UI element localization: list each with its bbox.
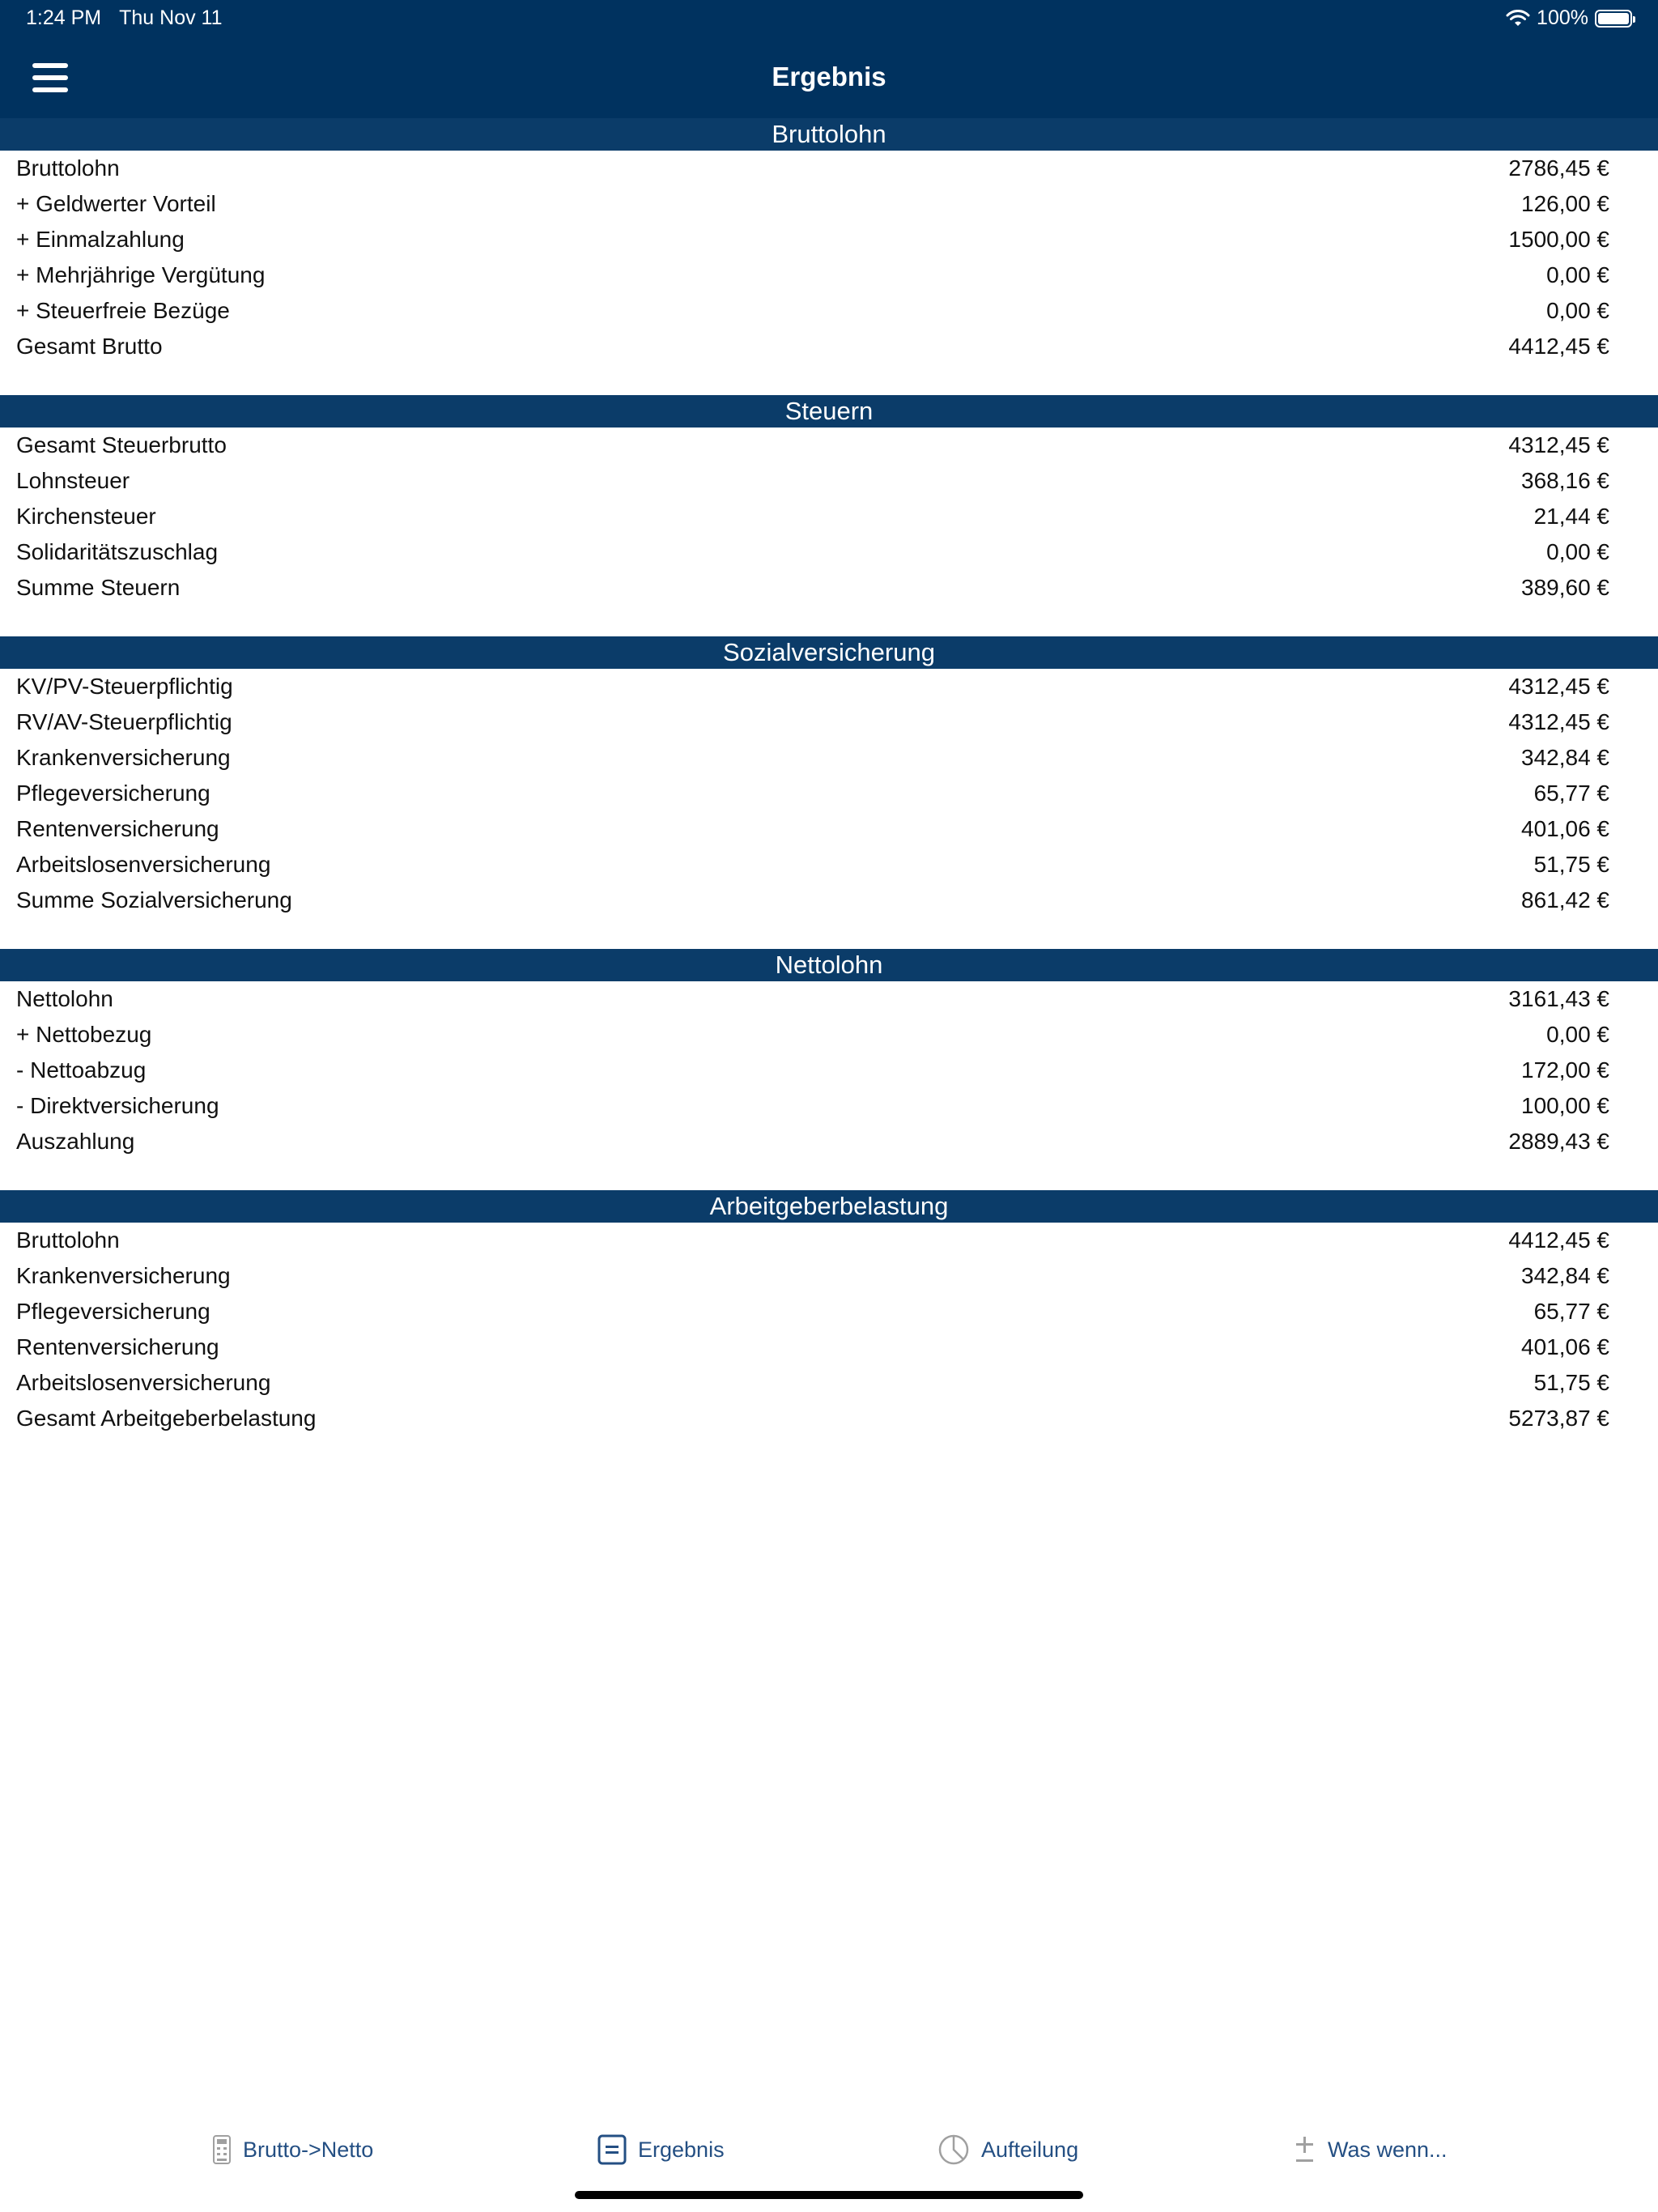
list-item [0, 1124, 1658, 1159]
list-item [0, 1329, 1658, 1365]
row-label: + Steuerfreie Bezüge [16, 298, 230, 323]
list-item [0, 811, 1658, 847]
tab-was-wenn[interactable] [1294, 2121, 1448, 2178]
section-header: Sozialversicherung [0, 636, 1658, 669]
tab-bar [0, 2121, 1658, 2178]
list-item [0, 981, 1658, 1017]
row-value: 401,06 € [1521, 1334, 1609, 1359]
tab-ergebnis[interactable] [597, 2121, 725, 2178]
row-label: + Nettobezug [16, 1022, 152, 1047]
list-item [0, 499, 1658, 534]
row-value: 0,00 € [1546, 1022, 1609, 1047]
row-label: Nettolohn [16, 986, 113, 1011]
status-date: Thu Nov 11 [119, 6, 223, 29]
row-value: 401,06 € [1521, 816, 1609, 841]
row-label: Summe Steuern [16, 575, 181, 600]
row-value: 51,75 € [1533, 852, 1609, 877]
row-value: 172,00 € [1521, 1057, 1609, 1083]
row-label: + Geldwerter Vorteil [16, 191, 216, 216]
row-value: 4412,45 € [1508, 1227, 1609, 1253]
row-label: Krankenversicherung [16, 1263, 231, 1288]
row-label: Rentenversicherung [16, 1334, 219, 1359]
row-label: - Nettoabzug [16, 1057, 147, 1083]
battery-level [1598, 13, 1629, 24]
list-item [0, 669, 1658, 704]
row-value: 65,77 € [1533, 1299, 1609, 1324]
section-header: Arbeitgeberbelastung [0, 1190, 1658, 1223]
section-nettolohn [0, 949, 1658, 1159]
list-item [0, 570, 1658, 606]
list-item [0, 1017, 1658, 1053]
row-label: Bruttolohn [16, 1227, 120, 1253]
navigation-header [0, 0, 1658, 118]
row-label: Summe Sozialversicherung [16, 887, 292, 912]
document-list-icon [597, 2134, 627, 2165]
calculator-icon [212, 2134, 232, 2165]
row-label: Pflegeversicherung [16, 1299, 210, 1324]
section-steuern [0, 395, 1658, 606]
tab-label: Was wenn... [1328, 2137, 1448, 2162]
row-value: 342,84 € [1521, 745, 1609, 770]
battery-percent: 100% [1537, 6, 1588, 29]
tab-aufteilung[interactable] [937, 2121, 1078, 2178]
row-value: 2889,43 € [1508, 1129, 1609, 1154]
list-item [0, 1223, 1658, 1258]
row-value: 861,42 € [1521, 887, 1609, 912]
list-item [0, 704, 1658, 740]
list-item [0, 1053, 1658, 1088]
row-label: Pflegeversicherung [16, 781, 210, 806]
row-value: 4312,45 € [1508, 674, 1609, 699]
result-list [0, 118, 1658, 1467]
list-item [0, 151, 1658, 186]
battery-icon [1595, 10, 1632, 28]
section-header: Nettolohn [0, 949, 1658, 981]
status-bar-right [1506, 6, 1632, 30]
row-label: Bruttolohn [16, 155, 120, 181]
plus-minus-icon [1294, 2135, 1316, 2164]
list-item [0, 776, 1658, 811]
row-value: 0,00 € [1546, 539, 1609, 564]
row-value: 4312,45 € [1508, 432, 1609, 457]
row-value: 65,77 € [1533, 781, 1609, 806]
row-label: Krankenversicherung [16, 745, 231, 770]
home-indicator [575, 2191, 1083, 2199]
row-value: 389,60 € [1521, 575, 1609, 600]
list-item [0, 428, 1658, 463]
row-label: Rentenversicherung [16, 816, 219, 841]
list-item [0, 1294, 1658, 1329]
row-label: Gesamt Arbeitgeberbelastung [16, 1406, 317, 1431]
row-value: 3161,43 € [1508, 986, 1609, 1011]
row-label: Kirchensteuer [16, 504, 156, 529]
list-item [0, 222, 1658, 257]
row-value: 368,16 € [1521, 468, 1609, 493]
tab-label: Ergebnis [638, 2137, 725, 2162]
row-label: Gesamt Steuerbrutto [16, 432, 227, 457]
row-value: 51,75 € [1533, 1370, 1609, 1395]
row-label: + Einmalzahlung [16, 227, 185, 252]
list-item [0, 847, 1658, 883]
status-time: 1:24 PM [26, 6, 102, 29]
row-value: 4412,45 € [1508, 334, 1609, 359]
tab-label: Brutto->Netto [243, 2137, 374, 2162]
row-label: - Direktversicherung [16, 1093, 219, 1118]
list-item [0, 740, 1658, 776]
row-value: 1500,00 € [1508, 227, 1609, 252]
list-item [0, 329, 1658, 364]
status-bar-left [26, 6, 223, 30]
pie-chart-icon [937, 2133, 970, 2166]
row-label: Arbeitslosenversicherung [16, 852, 271, 877]
list-item [0, 257, 1658, 293]
list-item [0, 883, 1658, 918]
row-value: 21,44 € [1533, 504, 1609, 529]
row-label: Gesamt Brutto [16, 334, 163, 359]
row-label: KV/PV-Steuerpflichtig [16, 674, 233, 699]
section-bruttolohn [0, 118, 1658, 364]
row-label: Arbeitslosenversicherung [16, 1370, 271, 1395]
tab-brutto-netto[interactable] [212, 2121, 373, 2178]
page-title: Ergebnis [772, 62, 886, 91]
row-value: 342,84 € [1521, 1263, 1609, 1288]
row-label: Solidaritätszuschlag [16, 539, 219, 564]
section-header: Steuern [0, 395, 1658, 428]
list-item [0, 1258, 1658, 1294]
row-value: 0,00 € [1546, 298, 1609, 323]
row-label: Lohnsteuer [16, 468, 130, 493]
row-value: 0,00 € [1546, 262, 1609, 287]
row-label: Auszahlung [16, 1129, 135, 1154]
row-value: 4312,45 € [1508, 709, 1609, 734]
tab-label: Aufteilung [981, 2137, 1079, 2162]
row-label: RV/AV-Steuerpflichtig [16, 709, 232, 734]
section-arbeitgeberbelastung [0, 1190, 1658, 1436]
row-value: 126,00 € [1521, 191, 1609, 216]
row-value: 5273,87 € [1508, 1406, 1609, 1431]
section-header: Bruttolohn [0, 118, 1658, 151]
row-value: 100,00 € [1521, 1093, 1609, 1118]
row-label: + Mehrjährige Vergütung [16, 262, 266, 287]
wifi-icon [1506, 10, 1530, 28]
list-item [0, 293, 1658, 329]
list-item [0, 463, 1658, 499]
list-item [0, 534, 1658, 570]
row-value: 2786,45 € [1508, 155, 1609, 181]
list-item [0, 1088, 1658, 1124]
list-item [0, 1365, 1658, 1401]
list-item [0, 1401, 1658, 1436]
section-sozialversicherung [0, 636, 1658, 918]
list-item [0, 186, 1658, 222]
